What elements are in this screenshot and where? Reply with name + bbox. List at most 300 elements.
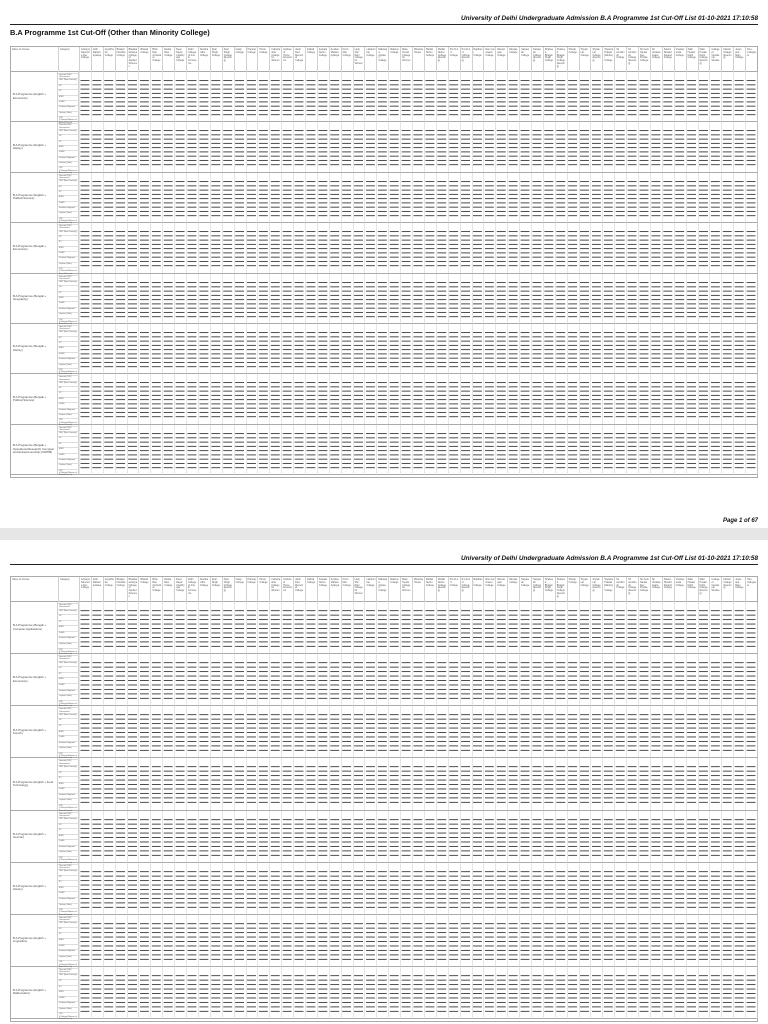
na-cell-mark <box>92 316 101 317</box>
category-label: EWS <box>58 95 79 100</box>
na-cell-mark <box>723 408 732 409</box>
na-cell-mark <box>390 114 399 115</box>
na-cell-mark <box>604 387 613 388</box>
na-cell-mark <box>271 248 280 249</box>
na-cell-mark <box>735 412 744 413</box>
na-cell-mark <box>116 148 125 149</box>
na-cell-mark <box>747 332 756 333</box>
na-cell-mark <box>211 131 220 132</box>
na-cell-mark <box>497 253 506 254</box>
na-cell-mark <box>378 332 387 333</box>
na-cell-mark <box>568 84 577 85</box>
na-cell-mark <box>592 244 601 245</box>
column-header: Sri Aurobindo College (Evening) <box>626 47 638 72</box>
na-cell-mark <box>188 165 197 166</box>
na-cell-mark <box>354 231 363 232</box>
category-label: General (UR)/ Unreserved <box>58 73 79 78</box>
na-cell-mark <box>176 433 185 434</box>
na-cell-mark <box>402 84 411 85</box>
na-cell-mark <box>675 135 684 136</box>
na-cell-mark <box>318 114 327 115</box>
na-cell-mark <box>568 366 577 367</box>
na-cell-mark <box>390 399 399 400</box>
na-cell-mark <box>211 353 220 354</box>
na-cell-mark <box>675 387 684 388</box>
na-cell-mark <box>687 286 696 287</box>
na-cell-mark <box>580 152 589 153</box>
na-cell-mark <box>152 189 161 190</box>
na-cell-mark <box>568 181 577 182</box>
na-cell-mark <box>247 101 256 102</box>
na-cell-mark <box>699 89 708 90</box>
na-cell-mark <box>461 97 470 98</box>
na-cell-mark <box>295 454 304 455</box>
na-cell-mark <box>128 84 137 85</box>
na-cell-mark <box>271 349 280 350</box>
na-cell-mark <box>295 395 304 396</box>
na-cell-mark <box>211 399 220 400</box>
na-cell-mark <box>509 152 518 153</box>
na-cell-mark <box>675 265 684 266</box>
na-cell-mark <box>366 248 375 249</box>
na-cell-mark <box>295 131 304 132</box>
na-cell-mark <box>485 408 494 409</box>
na-cell-mark <box>318 265 327 266</box>
na-cell-mark <box>223 366 232 367</box>
na-cell-mark <box>485 303 494 304</box>
na-cell-mark <box>473 97 482 98</box>
na-cell-mark <box>104 286 113 287</box>
cutoff-cells-svg <box>79 223 757 273</box>
na-cell-mark <box>271 345 280 346</box>
na-cell-mark <box>271 194 280 195</box>
column-header: Kalindi College <box>305 47 317 72</box>
na-cell-mark <box>402 404 411 405</box>
na-cell-mark <box>92 143 101 144</box>
na-cell-mark <box>283 240 292 241</box>
na-cell-mark <box>128 231 137 232</box>
na-cell-mark <box>461 106 470 107</box>
na-cell-mark <box>687 307 696 308</box>
cutoff-table <box>10 576 758 1022</box>
na-cell-mark <box>544 215 553 216</box>
na-cell-mark <box>295 349 304 350</box>
na-cell-mark <box>81 80 90 81</box>
na-cell-mark <box>378 282 387 283</box>
na-cell-mark <box>307 198 316 199</box>
na-cell-mark <box>223 433 232 434</box>
na-cell-mark <box>449 286 458 287</box>
na-cell-mark <box>330 114 339 115</box>
na-cell-mark <box>402 265 411 266</box>
na-cell-mark <box>199 114 208 115</box>
na-cell-mark <box>247 290 256 291</box>
na-cell-mark <box>437 261 446 262</box>
na-cell-mark <box>461 307 470 308</box>
na-cell-mark <box>81 257 90 258</box>
na-cell-mark <box>199 93 208 94</box>
na-cell-mark <box>663 366 672 367</box>
na-cell-mark <box>628 131 637 132</box>
na-cell-mark <box>259 294 268 295</box>
na-cell-mark <box>378 206 387 207</box>
na-cell-mark <box>604 286 613 287</box>
na-cell-mark <box>140 143 149 144</box>
na-cell-mark <box>283 341 292 342</box>
na-cell-mark <box>651 307 660 308</box>
na-cell-mark <box>164 646 173 647</box>
na-cell-mark <box>473 463 482 464</box>
na-cell-mark <box>283 382 292 383</box>
na-cell-mark <box>580 80 589 81</box>
category-label: CW (Children/Widows of Armed Forces) <box>58 368 79 373</box>
na-cell-mark <box>81 433 90 434</box>
na-cell-mark <box>307 215 316 216</box>
na-cell-mark <box>687 366 696 367</box>
na-cell-mark <box>640 97 649 98</box>
na-cell-mark <box>104 135 113 136</box>
na-cell-mark <box>235 80 244 81</box>
na-cell-mark <box>592 152 601 153</box>
na-cell-mark <box>402 198 411 199</box>
na-cell-mark <box>199 404 208 405</box>
na-cell-mark <box>81 244 90 245</box>
na-cell-mark <box>271 433 280 434</box>
na-cell-mark <box>211 290 220 291</box>
na-cell-mark <box>128 387 137 388</box>
column-header: Dyal Singh College <box>210 47 222 72</box>
na-cell-mark <box>330 290 339 291</box>
na-cell-mark <box>176 106 185 107</box>
na-cell-mark <box>164 236 173 237</box>
na-cell-mark <box>592 160 601 161</box>
na-cell-mark <box>235 332 244 333</box>
na-cell-mark <box>687 265 696 266</box>
na-cell-mark <box>663 341 672 342</box>
na-cell-mark <box>259 303 268 304</box>
na-cell-mark <box>235 307 244 308</box>
na-cell-mark <box>604 395 613 396</box>
na-cell-mark <box>675 463 684 464</box>
na-cell-mark <box>628 437 637 438</box>
na-cell-mark <box>152 404 161 405</box>
na-cell-mark <box>342 387 351 388</box>
na-cell-mark <box>128 395 137 396</box>
na-cell-mark <box>580 282 589 283</box>
na-cell-mark <box>402 299 411 300</box>
na-cell-mark <box>568 450 577 451</box>
na-cell-mark <box>437 294 446 295</box>
na-cell-mark <box>509 106 518 107</box>
category-label: EWS <box>58 145 79 150</box>
na-cell-mark <box>723 165 732 166</box>
na-cell-mark <box>199 231 208 232</box>
na-cell-mark <box>604 110 613 111</box>
column-header: Vivekananda College <box>674 577 686 602</box>
na-cell-mark <box>366 307 375 308</box>
na-cell-mark <box>259 215 268 216</box>
na-cell-mark <box>140 349 149 350</box>
na-cell-mark <box>723 244 732 245</box>
na-cell-mark <box>449 382 458 383</box>
na-cell-mark <box>140 408 149 409</box>
na-cell-mark <box>747 93 756 94</box>
na-cell-mark <box>342 244 351 245</box>
na-cell-mark <box>211 253 220 254</box>
na-cell-mark <box>663 202 672 203</box>
na-cell-mark <box>92 253 101 254</box>
na-cell-mark <box>723 433 732 434</box>
na-cell-mark <box>152 114 161 115</box>
na-cell-mark <box>318 307 327 308</box>
na-cell-mark <box>223 349 232 350</box>
na-cell-mark <box>283 387 292 388</box>
na-cell-mark <box>152 467 161 468</box>
na-cell-mark <box>402 391 411 392</box>
na-cell-mark <box>747 152 756 153</box>
na-cell-mark <box>556 148 565 149</box>
na-cell-mark <box>473 198 482 199</box>
na-cell-mark <box>544 211 553 212</box>
na-cell-mark <box>390 253 399 254</box>
na-cell-mark <box>390 194 399 195</box>
na-cell-mark <box>414 261 423 262</box>
na-cell-mark <box>723 282 732 283</box>
na-cell-mark <box>211 185 220 186</box>
na-cell-mark <box>663 215 672 216</box>
na-cell-mark <box>687 160 696 161</box>
na-cell-mark <box>128 463 137 464</box>
na-cell-mark <box>544 160 553 161</box>
na-cell-mark <box>164 416 173 417</box>
na-cell-mark <box>176 261 185 262</box>
na-cell-mark <box>651 382 660 383</box>
na-cell-mark <box>735 261 744 262</box>
na-cell-mark <box>366 303 375 304</box>
na-cell-mark <box>390 336 399 337</box>
na-cell-mark <box>104 206 113 207</box>
na-cell-mark <box>164 341 173 342</box>
na-cell-mark <box>366 416 375 417</box>
na-cell-mark <box>556 416 565 417</box>
na-cell-mark <box>223 637 232 638</box>
na-cell-mark <box>330 412 339 413</box>
cutoff-cells-svg <box>79 173 757 223</box>
na-cell-mark <box>640 290 649 291</box>
na-cell-mark <box>176 286 185 287</box>
na-cell-mark <box>640 382 649 383</box>
na-cell-mark <box>116 131 125 132</box>
na-cell-mark <box>199 395 208 396</box>
na-cell-mark <box>699 458 708 459</box>
na-cell-mark <box>628 450 637 451</box>
na-cell-mark <box>176 181 185 182</box>
na-cell-mark <box>556 366 565 367</box>
na-cell-mark <box>116 641 125 642</box>
na-cell-mark <box>473 366 482 367</box>
na-cell-mark <box>640 206 649 207</box>
na-cell-mark <box>616 290 625 291</box>
na-cell-mark <box>568 110 577 111</box>
na-cell-mark <box>497 160 506 161</box>
na-cell-mark <box>128 637 137 638</box>
na-cell-mark <box>283 366 292 367</box>
na-cell-mark <box>485 387 494 388</box>
na-cell-mark <box>533 181 542 182</box>
column-header: Satyawati College (Evening) <box>531 47 543 72</box>
na-cell-mark <box>81 467 90 468</box>
na-cell-mark <box>295 257 304 258</box>
na-cell-mark <box>318 89 327 90</box>
na-cell-mark <box>366 362 375 363</box>
na-cell-mark <box>164 441 173 442</box>
na-cell-mark <box>235 231 244 232</box>
na-cell-mark <box>509 80 518 81</box>
na-cell-mark <box>747 416 756 417</box>
na-cell-mark <box>152 382 161 383</box>
na-cell-mark <box>425 148 434 149</box>
na-cell-mark <box>437 416 446 417</box>
na-cell-mark <box>259 198 268 199</box>
na-cell-mark <box>140 353 149 354</box>
na-cell-mark <box>497 332 506 333</box>
na-cell-mark <box>616 303 625 304</box>
na-cell-mark <box>152 332 161 333</box>
na-cell-mark <box>485 399 494 400</box>
na-cell-mark <box>223 89 232 90</box>
na-cell-mark <box>568 206 577 207</box>
na-cell-mark <box>711 257 720 258</box>
column-header: Kamala Nehru College <box>317 577 329 602</box>
na-cell-mark <box>604 148 613 149</box>
na-cell-mark <box>414 152 423 153</box>
na-cell-mark <box>354 382 363 383</box>
na-cell-mark <box>223 143 232 144</box>
na-cell-mark <box>556 316 565 317</box>
na-cell-mark <box>711 198 720 199</box>
na-cell-mark <box>283 433 292 434</box>
column-header: Kalindi College <box>305 577 317 602</box>
na-cell-mark <box>295 416 304 417</box>
na-cell-mark <box>651 261 660 262</box>
na-cell-mark <box>211 307 220 308</box>
na-cell-mark <box>152 454 161 455</box>
na-cell-mark <box>188 261 197 262</box>
na-cell-mark <box>342 131 351 132</box>
na-cell-mark <box>128 615 137 616</box>
na-cell-mark <box>544 366 553 367</box>
column-header: Name of Course <box>12 48 30 51</box>
na-cell-mark <box>211 194 220 195</box>
na-cell-mark <box>259 257 268 258</box>
na-cell-mark <box>342 307 351 308</box>
na-cell-mark <box>223 114 232 115</box>
na-cell-mark <box>521 416 530 417</box>
na-cell-mark <box>509 307 518 308</box>
na-cell-mark <box>449 160 458 161</box>
na-cell-mark <box>366 358 375 359</box>
na-cell-mark <box>307 463 316 464</box>
na-cell-mark <box>295 463 304 464</box>
na-cell-mark <box>140 160 149 161</box>
na-cell-mark <box>283 332 292 333</box>
na-cell-mark <box>247 345 256 346</box>
na-cell-mark <box>497 290 506 291</box>
na-cell-mark <box>199 646 208 647</box>
na-cell-mark <box>140 454 149 455</box>
na-cell-mark <box>544 349 553 350</box>
na-cell-mark <box>747 307 756 308</box>
na-cell-mark <box>497 345 506 346</box>
na-cell-mark <box>497 404 506 405</box>
na-cell-mark <box>271 353 280 354</box>
na-cell-mark <box>307 148 316 149</box>
na-cell-mark <box>176 202 185 203</box>
na-cell-mark <box>223 290 232 291</box>
na-cell-mark <box>390 211 399 212</box>
na-cell-mark <box>307 336 316 337</box>
na-cell-mark <box>747 156 756 157</box>
na-cell-mark <box>176 467 185 468</box>
na-cell-mark <box>318 311 327 312</box>
na-cell-mark <box>259 404 268 405</box>
na-cell-mark <box>687 458 696 459</box>
na-cell-mark <box>628 231 637 232</box>
na-cell-mark <box>247 441 256 442</box>
na-cell-mark <box>640 294 649 295</box>
na-cell-mark <box>485 211 494 212</box>
na-cell-mark <box>211 450 220 451</box>
na-cell-mark <box>330 131 339 132</box>
na-cell-mark <box>116 458 125 459</box>
na-cell-mark <box>449 358 458 359</box>
na-cell-mark <box>354 89 363 90</box>
na-cell-mark <box>497 110 506 111</box>
na-cell-mark <box>461 341 470 342</box>
na-cell-mark <box>390 395 399 396</box>
na-cell-mark <box>283 106 292 107</box>
na-cell-mark <box>533 240 542 241</box>
na-cell-mark <box>247 332 256 333</box>
na-cell-mark <box>211 106 220 107</box>
na-cell-mark <box>628 181 637 182</box>
na-cell-mark <box>473 202 482 203</box>
na-cell-mark <box>176 93 185 94</box>
na-cell-mark <box>164 257 173 258</box>
na-cell-mark <box>259 135 268 136</box>
na-cell-mark <box>378 80 387 81</box>
na-cell-mark <box>414 358 423 359</box>
na-cell-mark <box>556 165 565 166</box>
na-cell-mark <box>199 84 208 85</box>
na-cell-mark <box>81 101 90 102</box>
na-cell-mark <box>199 615 208 616</box>
na-cell-mark <box>140 215 149 216</box>
na-cell-mark <box>116 106 125 107</box>
na-cell-mark <box>414 257 423 258</box>
na-cell-mark <box>449 253 458 254</box>
na-cell-mark <box>592 437 601 438</box>
na-cell-mark <box>366 211 375 212</box>
na-cell-mark <box>735 454 744 455</box>
na-cell-mark <box>711 89 720 90</box>
column-header: Acharya Narendra Dev College <box>79 577 91 602</box>
na-cell-mark <box>164 458 173 459</box>
na-cell-mark <box>199 261 208 262</box>
na-cell-mark <box>283 261 292 262</box>
na-cell-mark <box>318 215 327 216</box>
column-header: Deshbandhu College <box>198 47 210 72</box>
